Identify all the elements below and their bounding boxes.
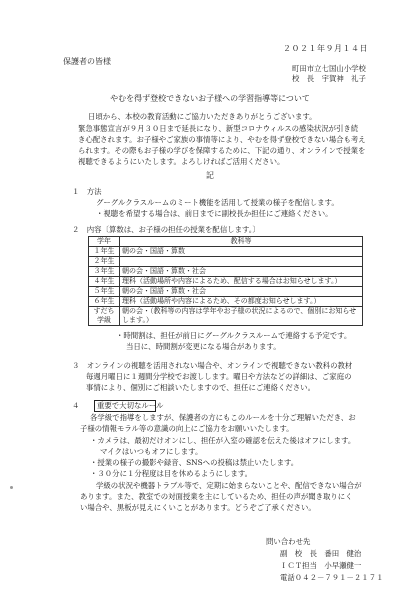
table-row bbox=[89, 277, 363, 287]
contact-heading: 問い合わせ先 bbox=[266, 537, 311, 546]
table-row bbox=[89, 257, 363, 267]
letter-title: やむを得ず登校できないお子様への学習指導等について bbox=[110, 94, 310, 103]
table-header: 教科等 bbox=[120, 237, 363, 247]
table-cell: 朝の会・国語・算数 bbox=[120, 247, 363, 257]
table-cell: ４年生 bbox=[89, 277, 120, 287]
intro-line: き心配されます。お子様やご家族の事情等により、やむを得ず登校できない場合も考え bbox=[78, 135, 366, 144]
table-cell: 朝の会・（教科等の内容は学年やお子様の状況によるので、個別にお知らせします。） bbox=[120, 307, 363, 326]
section-1-line: ・視聴を希望する場合は、前日までに副校長か担任にご連絡ください。 bbox=[96, 209, 333, 218]
table-header-row bbox=[89, 237, 363, 247]
table-row bbox=[89, 247, 363, 257]
table-cell: ３年生 bbox=[89, 267, 120, 277]
subject-table bbox=[88, 236, 363, 326]
table-cell: ５年生 bbox=[89, 287, 120, 297]
table-cell: １年生 bbox=[89, 247, 120, 257]
table-cell: 朝の会・国語・算数・社会 bbox=[120, 267, 363, 277]
table-header: 学年 bbox=[89, 237, 120, 247]
section-1-heading: １ 方法 bbox=[72, 187, 102, 196]
rules-line: 学級の状況や機器トラブル等で、定期に始まらないことや、配信できない場合が bbox=[96, 481, 362, 490]
table-row bbox=[89, 287, 363, 297]
table-cell: ２年生 bbox=[89, 257, 120, 267]
principal-name: 校 長 宇賀神 礼子 bbox=[292, 74, 366, 83]
rules-line: ・授業の様子の撮影や録音、SNSへの投稿は禁止いたします。 bbox=[90, 458, 299, 467]
section-3-line: 事情により、個別にご相談いたしますので、担任にご連絡ください。 bbox=[86, 383, 315, 392]
table-cell: すだち学級 bbox=[89, 307, 120, 326]
section-2-heading: ２ 内容〔算数は、お子様の担任の授業を配信します。〕 bbox=[72, 225, 260, 234]
schedule-note: 当日に、時間割が変更になる場合があります。 bbox=[126, 342, 281, 351]
rules-line: あります。また、教室での対面授業を主にしているため、担任の声が聞き取りにく bbox=[80, 492, 353, 501]
section-3-line: 毎週月曜日に１週間分学校でお渡しします。曜日や方法などの詳細は、ご家庭の bbox=[86, 372, 352, 381]
table-cell: 理科（活動場所や内容によるため、配信する場合はお知らせします。） bbox=[120, 277, 363, 287]
table-cell: 理科（活動場所や内容によるため、その都度お知らせします。） bbox=[120, 297, 363, 307]
schedule-note: ・時間割は、担任が前日にグーグルクラスルームで連絡する予定です。 bbox=[116, 331, 352, 340]
intro-line: 緊急事態宣言が９月３０日まで延長になり、新型コロナウィルスの感染状況が引き続 bbox=[78, 124, 359, 133]
addressee: 保護者の皆様 bbox=[63, 57, 111, 66]
contact-phone: 電話０４２－７９１－２１７１ bbox=[280, 573, 384, 582]
contact-ict: ＩＣＴ担当 小早瀬健一 bbox=[280, 561, 362, 570]
intro-line: られます。その際もお子様の学びを保障するために、下記の通り、オンラインで授業を bbox=[78, 146, 366, 155]
table-row bbox=[89, 307, 363, 326]
rules-line: 各学級で指導をしますが、保護者の方にもこのルールを十分ご理解いただき、お bbox=[90, 413, 356, 422]
ki-heading: 記 bbox=[206, 171, 214, 180]
section-4-heading: 重要で大切なルール bbox=[97, 401, 164, 410]
section-1-line: グーグルクラスルームのミート機能を活用して授業の様子を配信します。 bbox=[96, 198, 339, 207]
letter-date: ２０２１年９月１４日 bbox=[283, 44, 368, 53]
table-cell: ６年生 bbox=[89, 297, 120, 307]
rules-line: 子様の情報モラル等の意識の向上にご協力をお願いいたします。 bbox=[80, 424, 294, 433]
section-4-number: ４ bbox=[72, 401, 80, 410]
rules-line: い場合や、黒板が見えにくいことがあります。どうぞご了承ください。 bbox=[80, 503, 316, 512]
intro-line: 日頃から、本校の教育活動にご協力いただきありがとうございます。 bbox=[88, 112, 317, 121]
contact-vice-principal: 副 校 長 番田 健治 bbox=[280, 549, 362, 558]
rules-line: ・カメラは、最初だけオンにし、担任が入室の確認を伝えた後はオフにします。 bbox=[90, 436, 356, 445]
rules-line: ・３０分に１分程度は目を休めるようにします。 bbox=[90, 469, 253, 478]
rules-line: マイクはいつもオフにします。 bbox=[100, 447, 203, 456]
table-cell: 朝の会・国語・算数・社会 bbox=[120, 287, 363, 297]
table-cell bbox=[120, 257, 363, 267]
scan-mark bbox=[10, 486, 13, 489]
table-row bbox=[89, 297, 363, 307]
school-name: 町田市立七国山小学校 bbox=[292, 64, 366, 73]
section-3-line: ３ オンラインの視聴を活用されない場合や、オンラインで視聴できない教科の教材 bbox=[72, 361, 353, 370]
table-row bbox=[89, 267, 363, 277]
intro-line: 視聴できるようにいたします。よろしければご活用ください。 bbox=[78, 157, 285, 166]
